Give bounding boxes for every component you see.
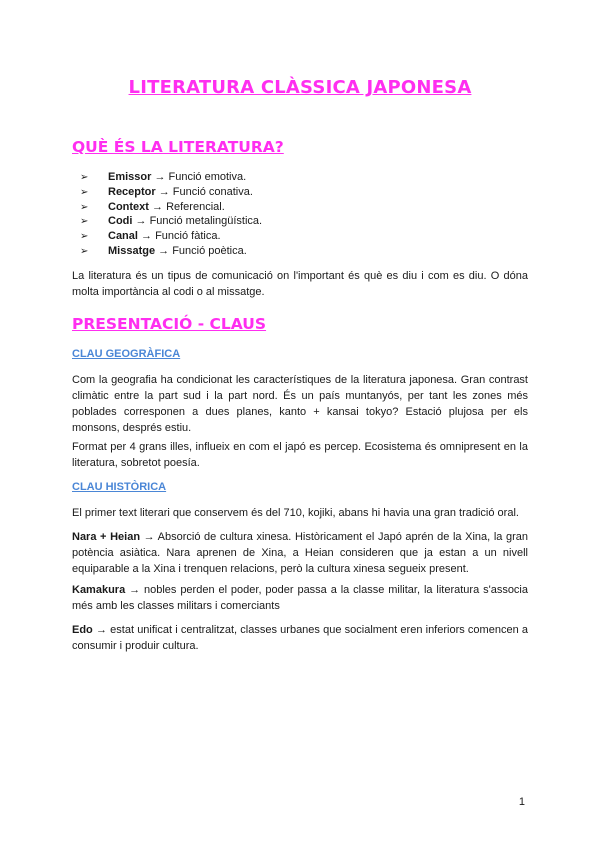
historic-paragraph-kamakura: Kamakura → nobles perden el poder, poder passa a la classe militar, la literatura s'associa més amb les classes militars i comerciants bbox=[72, 584, 528, 612]
document-title: LITERATURA CLÀSSICA JAPONESA bbox=[128, 77, 472, 98]
list-item: ➢ Emissor → Funció emotiva. bbox=[80, 170, 262, 185]
literature-definition-paragraph: La literatura és un tipus de comunicació on l'important és què es diu i com es diu. O dóna molta importància al codi o al missatge. bbox=[72, 270, 528, 298]
geographic-paragraph-2: Format per 4 grans illes, influeix en com el japó es percep. Ecosistema és omnipresent en la literatura, sobretot poesía. bbox=[72, 441, 528, 469]
arrow-bullet-icon: ➢ bbox=[80, 201, 89, 213]
page-number: 1 bbox=[518, 796, 525, 808]
arrow-bullet-icon: ➢ bbox=[80, 172, 89, 183]
communication-elements-list bbox=[80, 170, 262, 259]
arrow-bullet-icon: ➢ bbox=[80, 245, 89, 257]
historic-paragraph-edo: Edo → estat unificat i centralitzat, classes urbanes que socialment eren inferiors comencen a consumir i produir cultura. bbox=[72, 624, 528, 652]
arrow-bullet-icon: ➢ bbox=[80, 231, 89, 243]
list-item: ➢ Canal → Funció fàtica. bbox=[80, 229, 262, 244]
arrow-bullet-icon: ➢ bbox=[80, 186, 89, 198]
subheading-geographic: CLAU GEOGRÀFICA bbox=[72, 348, 181, 360]
historic-paragraph-1: El primer text literari que conservem és del 710, kojiki, abans hi havia una gran tradició oral. bbox=[72, 507, 519, 519]
arrow-bullet-icon: ➢ bbox=[80, 216, 89, 228]
list-item: ➢ Receptor → Funció conativa. bbox=[80, 185, 262, 200]
section-heading-keys: PRESENTACIÓ - CLAUS bbox=[72, 315, 267, 333]
historic-paragraph-nara-heian: Nara + Heian → Absorció de cultura xinesa. Històricament el Japó aprén de la Xina, la gran potència asiàtica. Nara aprenen de Xina, a Heian consideren que ja estan a un nivell equiparable a la Xina i trenquen relacions, però la cultura xinesa segueix present. bbox=[72, 531, 528, 575]
section-heading-literature: QUÈ ÉS LA LITERATURA? bbox=[72, 138, 284, 156]
list-item: ➢ Context → Referencial. bbox=[80, 200, 262, 215]
list-item: ➢ Missatge → Funció poètica. bbox=[80, 244, 262, 259]
subheading-historic: CLAU HISTÒRICA bbox=[72, 481, 167, 493]
list-item: ➢ Codi → Funció metalingüística. bbox=[80, 214, 262, 229]
geographic-paragraph-1: Com la geografia ha condicionat les característiques de la literatura japonesa. Gran contrast climàtic entre la part sud i la part nord. És un país muntanyós, per tant les zones més poblades corresponen a dues planes, kanto + kansai tokyo? Estació plujosa per els monsons, després estiu. bbox=[72, 374, 528, 434]
